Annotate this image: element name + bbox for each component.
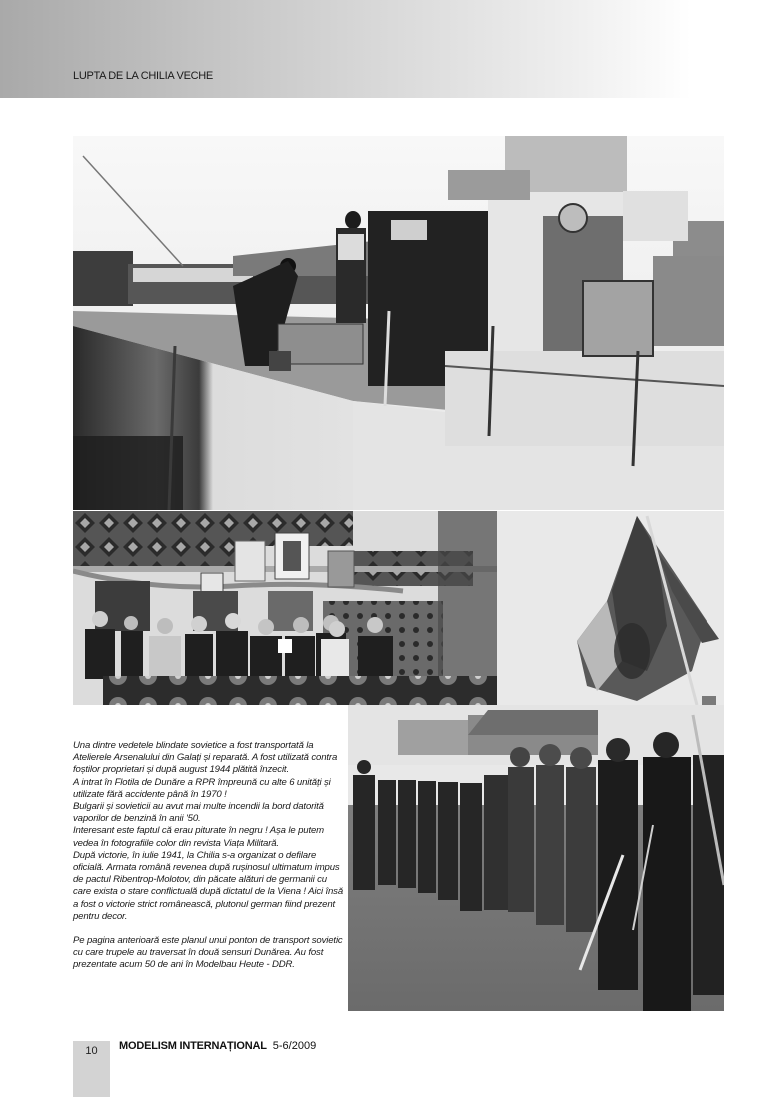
article-caption — [73, 740, 343, 972]
caption-paragraph: Una dintre vedetele blindate sovietice a fost transportată la Atelierele Arsenalului din Galați și reparată. A fost utilizată contra foștilor proprietari și după august 1944 plătită înzecit. — [73, 740, 338, 776]
photo-armored-boat — [73, 136, 724, 510]
parade-troops-image — [348, 705, 724, 1020]
boat-photo-image — [73, 136, 724, 510]
photo-parade-flag — [497, 511, 724, 705]
caption-paragraph: Bulgarii și sovieticii au avut mai multe incendii la bord datorită vaporilor de benzină în anii '50. — [73, 801, 324, 825]
page-number-box — [73, 1041, 110, 1097]
photo-parade-troops — [348, 705, 724, 1020]
footer-publication — [119, 1040, 316, 1052]
section-title: LUPTA DE LA CHILIA VECHE — [73, 70, 213, 82]
caption-paragraph: După victorie, în iulie 1941, la Chilia s-a organizat o defilare oficială. Armata română revenea după rușinosul ultimatum impus de pactul Ribentrop-Molotov, din păcate alături de germanii cu care exista o stare conflictuală după dictatul de la Viena ! Aici însă a fost o victorie strict românească, plutonul german fiind prezent pentru decor. — [73, 849, 344, 922]
paragraph-spacer — [73, 923, 343, 935]
ceremony-photo-image — [73, 511, 497, 705]
caption-paragraph: A intrat în Flotila de Dunăre a RPR împreună cu alte 6 unități și utilizate fără accidente până în 1970 ! — [73, 776, 331, 800]
parade-flag-image — [497, 511, 724, 705]
caption-paragraph: Pe pagina anterioară este planul unui ponton de transport sovietic cu care trupele au traversat în două sensuri Dunărea. Au fost prezentate acum 50 de ani în Modelbau Heute - DDR. — [73, 935, 343, 971]
magazine-name: MODELISM INTERNAȚIONAL — [119, 1040, 267, 1052]
header-band — [0, 0, 768, 98]
photo-ceremony-tribune — [73, 511, 497, 705]
page-number: 10 — [85, 1045, 98, 1057]
issue-number: 5-6/2009 — [272, 1040, 317, 1052]
caption-paragraph: Interesant este faptul că erau piturate în negru ! Așa le putem vedea în fotografiile color din revista Viața Militară. — [73, 825, 324, 849]
